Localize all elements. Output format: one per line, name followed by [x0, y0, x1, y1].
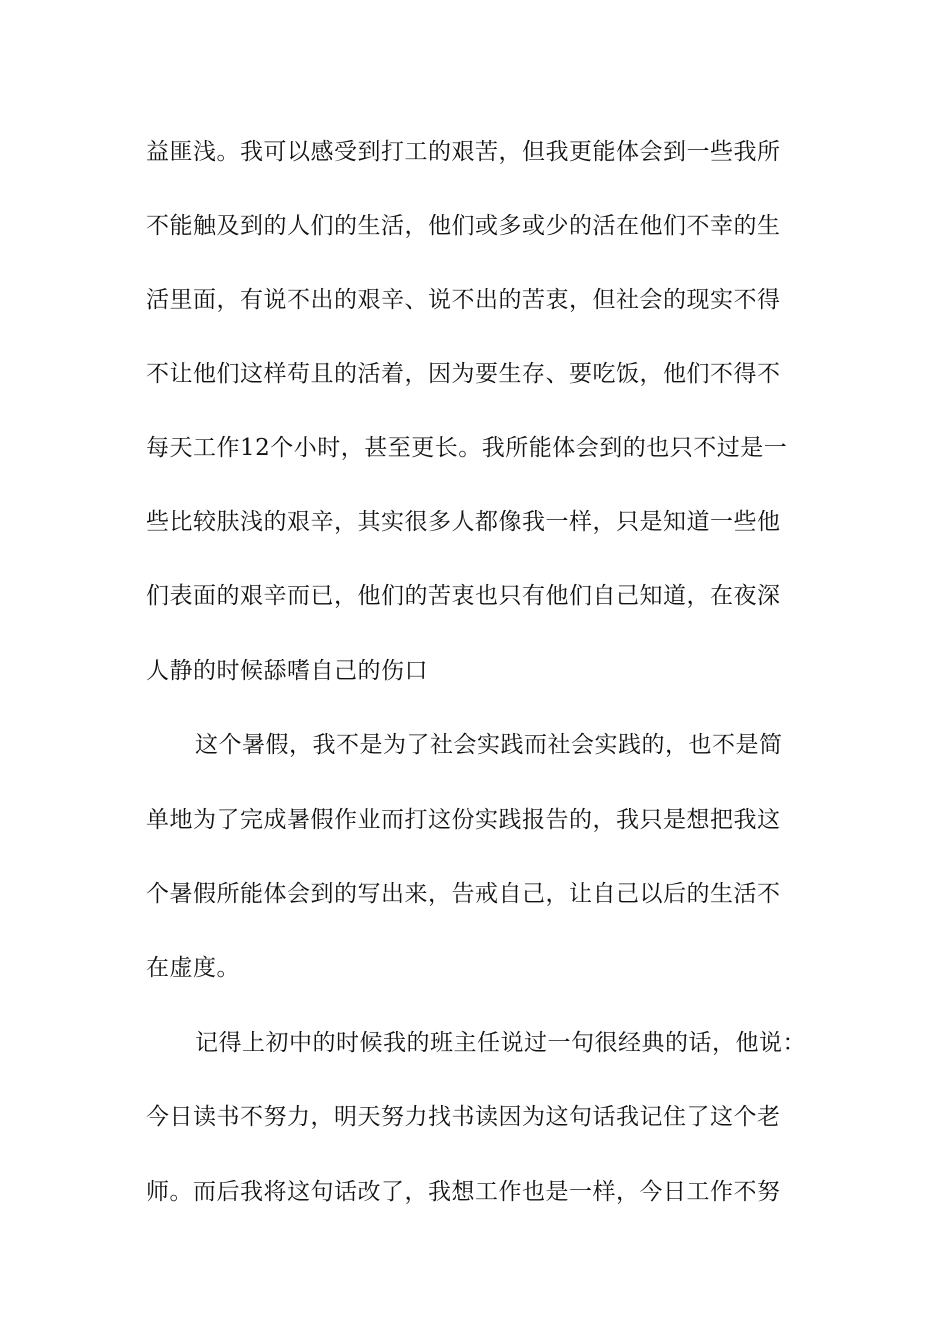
- text-line: 些比较肤浅的艰辛，其实很多人都像我一样，只是知道一些他: [146, 509, 781, 535]
- text-line: 活里面，有说不出的艰辛、说不出的苦衷，但社会的现实不得: [146, 287, 781, 313]
- text-line: 今日读书不努力，明天努力找书读因为这句话我记住了这个老: [146, 1104, 781, 1130]
- text-line: 单地为了完成暑假作业而打这份实践报告的，我只是想把我这: [146, 807, 781, 833]
- text-line: 不让他们这样苟且的活着，因为要生存、要吃饭，他们不得不: [146, 361, 781, 387]
- text-line: 们表面的艰辛而已，他们的苦衷也只有他们自己知道，在夜深: [146, 583, 781, 609]
- paragraph-first-line: 记得上初中的时候我的班主任说过一句很经典的话，他说：: [195, 1030, 806, 1056]
- paragraph-first-line: 这个暑假，我不是为了社会实践而社会实践的，也不是简: [195, 732, 783, 758]
- text-line: 在虚度。: [146, 955, 240, 981]
- text-line: 师。而后我将这句话改了，我想工作也是一样，今日工作不努: [146, 1179, 781, 1205]
- text-line: 个暑假所能体会到的写出来，告戒自己，让自己以后的生活不: [146, 881, 781, 907]
- text-line: 每天工作12个小时，甚至更长。我所能体会到的也只不过是一: [146, 435, 788, 461]
- text-line: 不能触及到的人们的生活，他们或多或少的活在他们不幸的生: [146, 213, 781, 239]
- text-line: 益匪浅。我可以感受到打工的艰苦，但我更能体会到一些我所: [146, 139, 781, 165]
- text-line: 人静的时候舔嗜自己的伤口: [146, 658, 428, 684]
